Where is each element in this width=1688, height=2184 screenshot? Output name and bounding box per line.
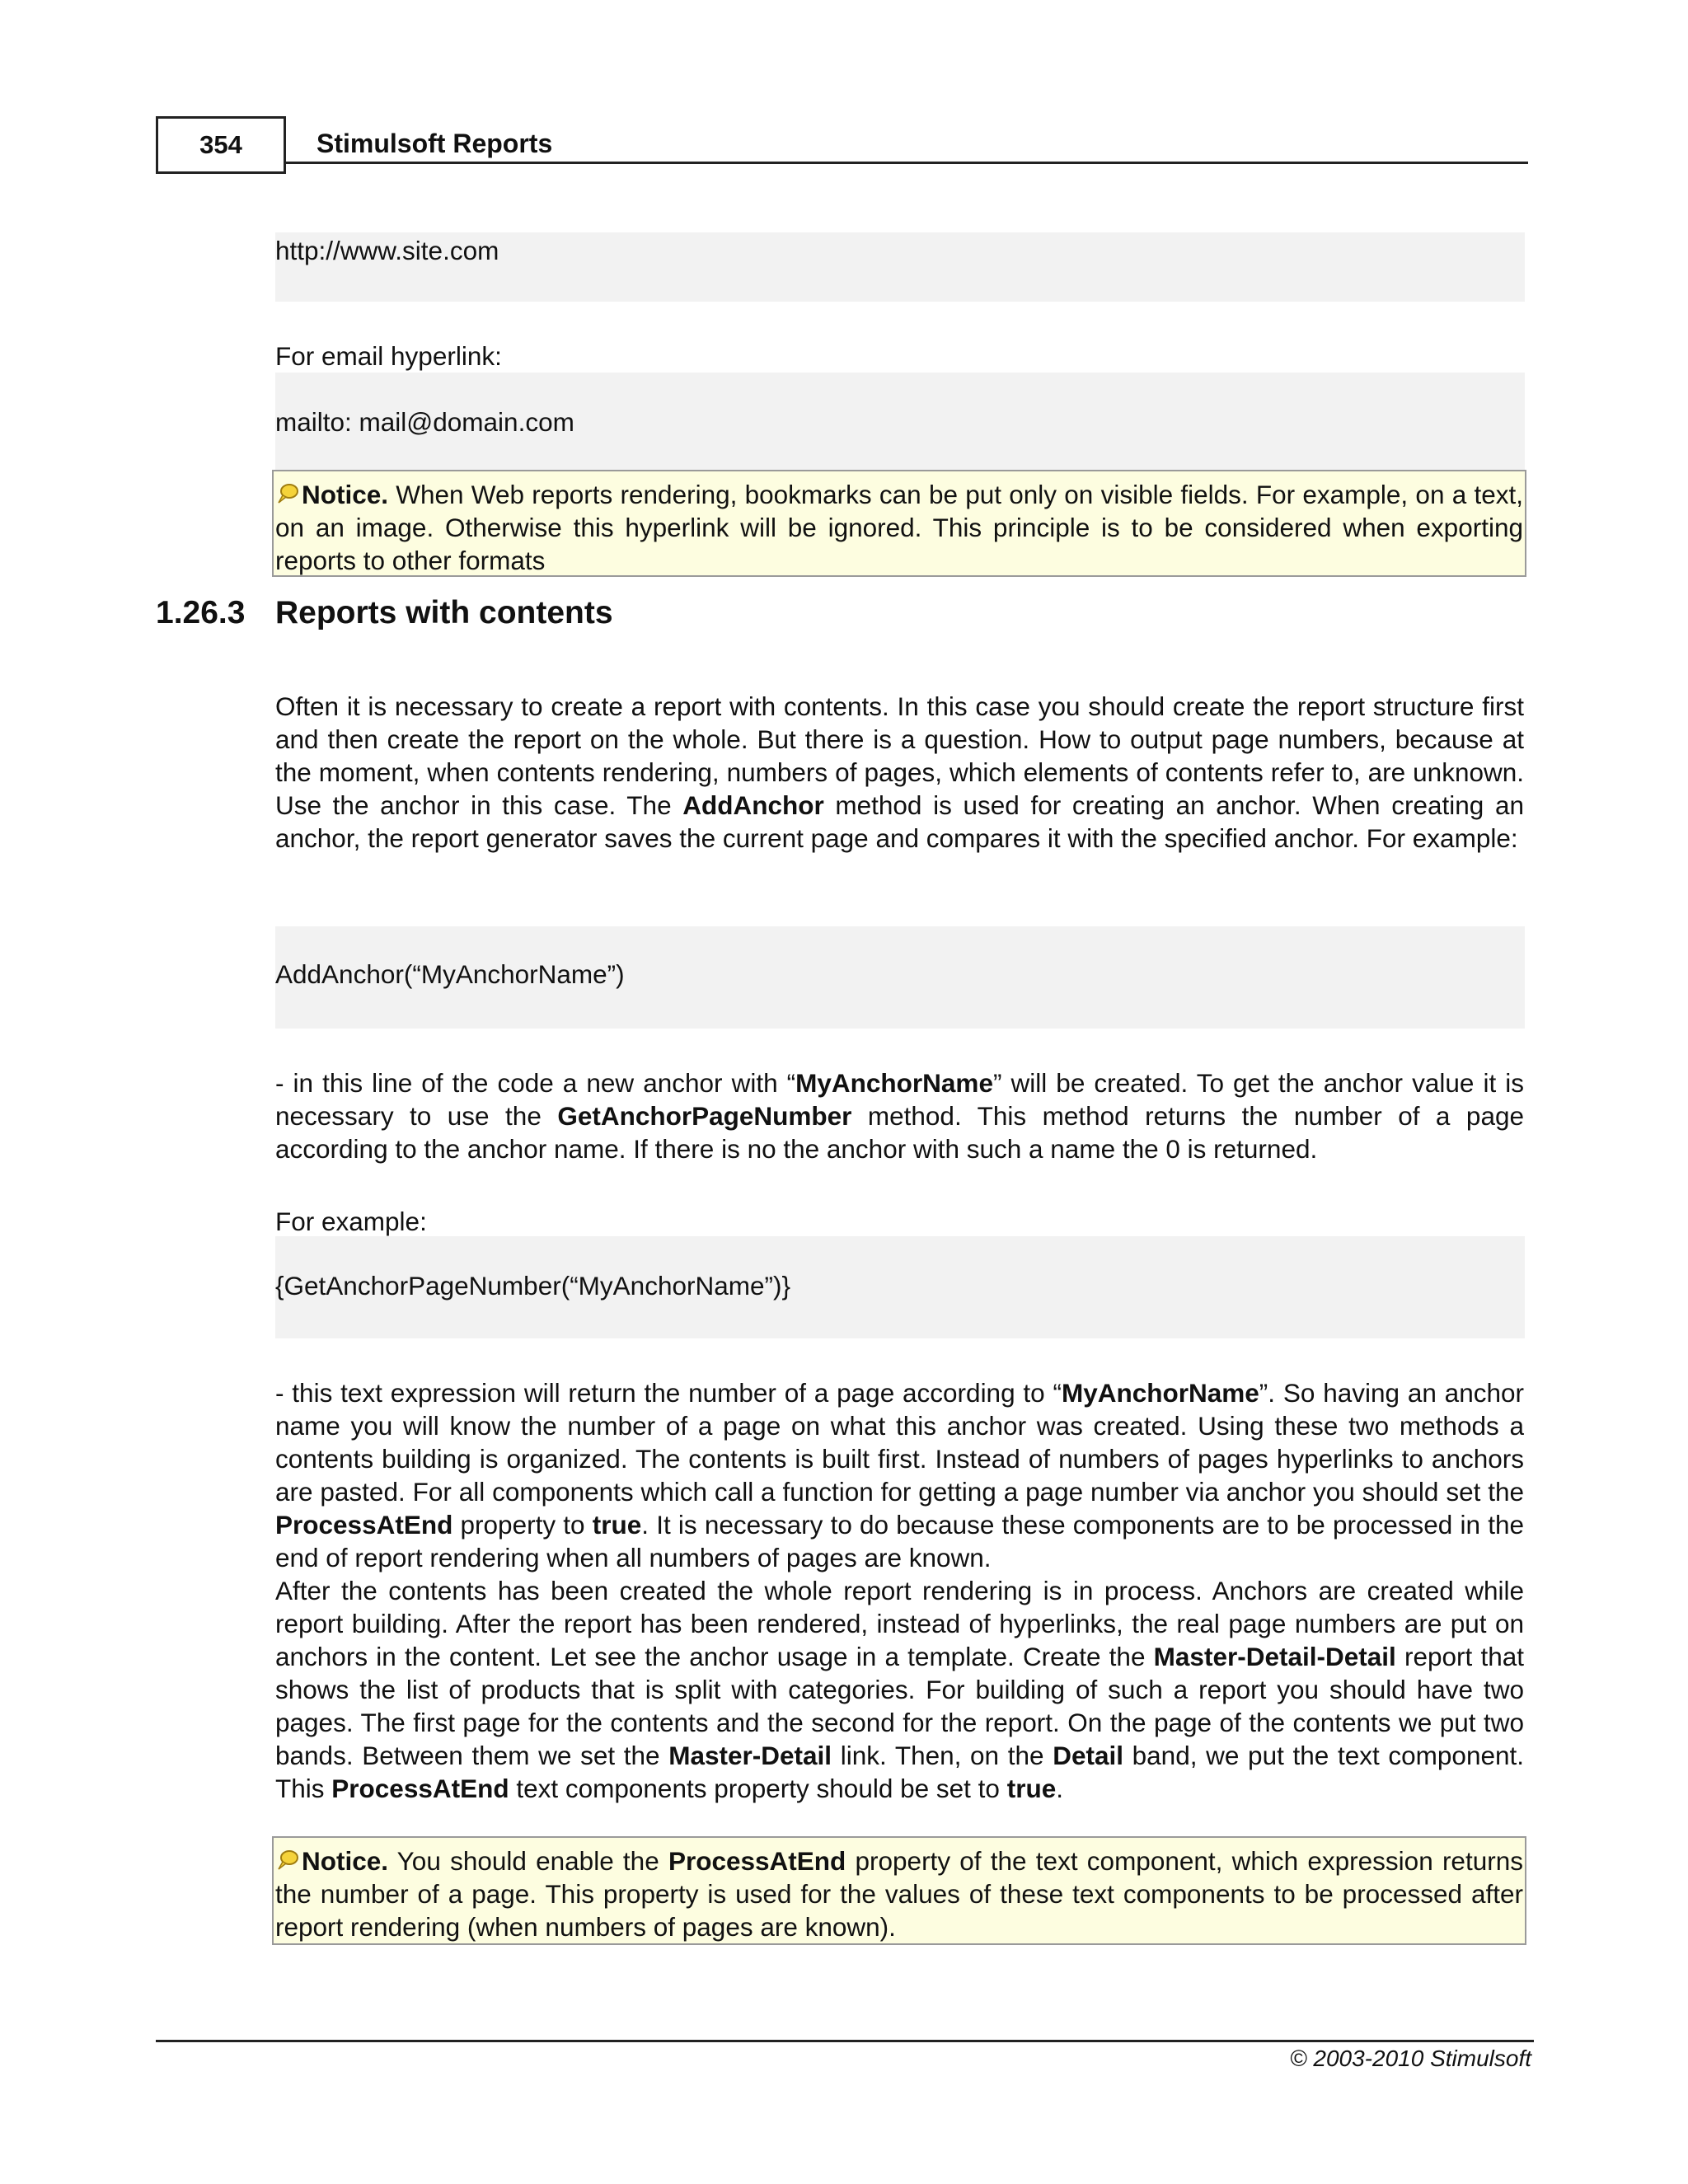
code-text-mailto: mailto: mail@domain.com: [275, 407, 574, 437]
paragraph-part: [275, 1574, 1524, 1805]
text-run: link. Then, on the: [832, 1741, 1053, 1770]
bold-term: Detail: [1053, 1741, 1123, 1770]
text-run: - in this line of the code a new anchor with “: [275, 1068, 796, 1098]
bold-term: ProcessAtEnd: [275, 1510, 453, 1540]
text-run: Often it is necessary to create a report with contents. In this case you should create the report structure first and then create the report on the whole. But there is a question. How to output page numbers, because at the moment, when contents rendering, numbers of pages, which elements of contents refer to, are unknown. Use the anchor in this case. The: [275, 691, 1524, 820]
text-run: You should enable the: [388, 1846, 668, 1876]
bold-term: Master-Detail-Detail: [1153, 1642, 1396, 1671]
bold-term: ProcessAtEnd: [668, 1846, 846, 1876]
notice-text: When Web reports rendering, bookmarks can be put only on visible fields. For example, on a text, on an image. Otherwise this hyperlink will be ignored. This principle is to be considered when exporting reports to other formats: [275, 480, 1523, 575]
code-block-url: [275, 232, 1525, 302]
footer-divider: [156, 2040, 1534, 2042]
bold-term: true: [1006, 1774, 1057, 1803]
page-number: 354: [199, 130, 242, 159]
example-label: For example:: [275, 1207, 427, 1236]
text-run: method is used for creating an anchor. When creating an anchor, the report generator saves the current page and compares it with the specified anchor. For example:: [275, 790, 1524, 853]
paragraph-part: [275, 1376, 1524, 1574]
page-number-box: [156, 116, 286, 174]
text-run: .: [1056, 1774, 1063, 1803]
text-run: ” will be created. To get the anchor value it is necessary to use the: [275, 1068, 1524, 1131]
bold-term: MyAnchorName: [1061, 1378, 1259, 1408]
text-run: property of the text component, which expression returns the number of a page. This property is used for the values of these text components to be processed after report rendering (when numbers of pages are known).: [275, 1846, 1523, 1942]
paragraph-intro: [275, 690, 1524, 855]
lightbulb-icon: [275, 1848, 300, 1872]
code-text-addanchor: AddAnchor(“MyAnchorName”): [275, 959, 625, 989]
email-hyperlink-label: For email hyperlink:: [275, 341, 502, 371]
lightbulb-icon: [275, 481, 300, 506]
notice-box-bookmarks: [272, 470, 1526, 577]
notice-box-processatend: [272, 1836, 1526, 1945]
bold-term: ProcessAtEnd: [331, 1774, 509, 1803]
bold-term: AddAnchor: [682, 790, 824, 820]
code-block-addanchor: [275, 926, 1525, 1029]
text-run: property to: [452, 1510, 593, 1540]
text-run: method. This method returns the number of a page according to the anchor name. If there is no the anchor with such a name the 0 is returned.: [275, 1101, 1525, 1164]
code-text-url: http://www.site.com: [275, 236, 499, 265]
text-run: text components property should be set to: [509, 1774, 1007, 1803]
bold-term: true: [592, 1510, 642, 1540]
bold-term: Master-Detail: [668, 1741, 832, 1770]
bold-term: GetAnchorPageNumber: [557, 1101, 852, 1131]
bold-term: MyAnchorName: [795, 1068, 993, 1098]
notice-label: Notice.: [302, 1846, 389, 1876]
text-run: ”. So having an anchor name you will know the number of a page on what this anchor was created. Using these two methods a contents building is organized. The contents is built first. Instead of numbers of pages hyperlinks to anchors are pasted. For all components which call a function for getting a page number via anchor you should set the: [275, 1378, 1524, 1507]
text-run: - this text expression will return the number of a page according to “: [275, 1378, 1062, 1408]
text-run: . It is necessary to do because these components are to be processed in the end of report rendering when all numbers of pages are known.: [275, 1510, 1524, 1572]
header-divider: [286, 162, 1528, 164]
paragraph-anchor-line: [275, 1066, 1524, 1165]
section-number: 1.26.3: [156, 595, 246, 630]
text-run: report that shows the list of products that is split with categories. For building of such a report you should have two pages. The first page for the contents and the second for the report. On the page of the contents we put two bands. Between them we set the: [275, 1642, 1524, 1770]
notice-label: Notice.: [302, 480, 389, 509]
header-title: Stimulsoft Reports: [316, 129, 553, 158]
section-title: Reports with contents: [275, 595, 613, 630]
footer-copyright: © 2003-2010 Stimulsoft: [1289, 2046, 1531, 2071]
text-run: After the contents has been created the whole report rendering is in process. Anchors are created while report building. After the report has been rendered, instead of hyperlinks, the real page numbers are put on anchors in the content. Let see the anchor usage in a template. Create the: [275, 1576, 1524, 1671]
text-run: band, we put the text component. This: [275, 1741, 1524, 1803]
code-block-mailto: [275, 373, 1525, 470]
code-text-getanchor: {GetAnchorPageNumber(“MyAnchorName”)}: [275, 1271, 791, 1301]
code-block-getanchor: [275, 1236, 1525, 1338]
paragraph-expression: [275, 1376, 1524, 1805]
